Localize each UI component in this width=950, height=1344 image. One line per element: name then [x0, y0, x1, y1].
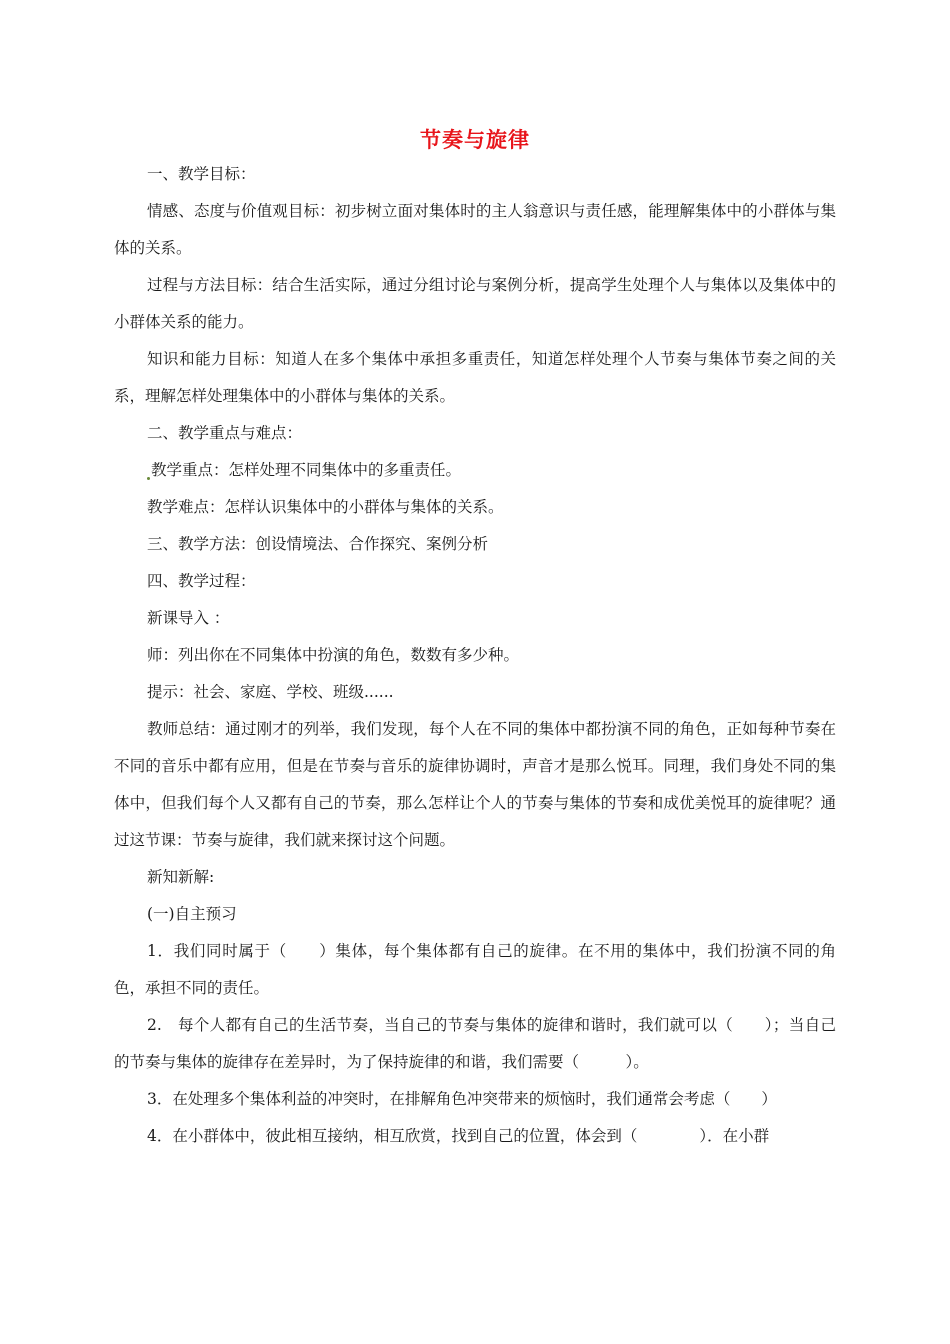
document-body: [114, 156, 836, 1155]
section-heading-methods: 三、教学方法：创设情境法、合作探究、案例分析: [147, 535, 489, 553]
bullet-dot-icon: [147, 477, 150, 480]
question-3: 3．在处理多个集体利益的冲突时，在排解角色冲突带来的烦恼时，我们通常会考虑（ ）: [147, 1090, 777, 1108]
question-2: 2. 每个人都有自己的生活节奏，当自己的节奏与集体的旋律和谐时，我们就可以（ ）；当自己的节奏与集体的旋律存在差异时，为了保持旋律的和谐，我们需要（ ）。: [114, 1016, 836, 1071]
paragraph-lesson-intro: 新课导入 ：: [147, 609, 230, 627]
paragraph-teacher-prompt: 师：列出你在不同集体中扮演的角色，数数有多少种。: [147, 646, 520, 664]
document-title: 节奏与旋律: [420, 128, 530, 152]
paragraph-key-point: [114, 452, 836, 489]
section-heading-new-knowledge: 新知新解:: [147, 868, 215, 886]
section-heading-process: 四、教学过程：: [147, 572, 256, 590]
section-heading-key-points: 二、教学重点与难点：: [147, 424, 303, 442]
key-point-text: 教学重点：怎样处理不同集体中的多重责任。: [151, 461, 462, 479]
question-1: 1．我们同时属于（ ）集体，每个集体都有自己的旋律。在不用的集体中，我们扮演不同的角色，承担不同的责任。: [114, 942, 836, 997]
paragraph-knowledge-objective: 知识和能力目标：知道人在多个集体中承担多重责任，知道怎样处理个人节奏与集体节奏之间的关系，理解怎样处理集体中的小群体与集体的关系。: [114, 350, 836, 405]
paragraph-hint: 提示：社会、家庭、学校、班级......: [147, 683, 394, 701]
section-heading-objectives: 一、教学目标：: [147, 165, 256, 183]
question-4: 4．在小群体中，彼此相互接纳，相互欣赏，找到自己的位置，体会到（ ）．在小群: [147, 1127, 770, 1145]
paragraph-difficulty: 教学难点：怎样认识集体中的小群体与集体的关系。: [147, 498, 504, 516]
section-heading-self-study: (一)自主预习: [147, 905, 237, 923]
paragraph-process-objective: 过程与方法目标：结合生活实际，通过分组讨论与案例分析，提高学生处理个人与集体以及集体中的小群体关系的能力。: [114, 276, 836, 331]
paragraph-emotion-objective: 情感、态度与价值观目标：初步树立面对集体时的主人翁意识与责任感，能理解集体中的小群体与集体的关系。: [114, 202, 836, 257]
paragraph-teacher-summary: 教师总结：通过刚才的列举，我们发现，每个人在不同的集体中都扮演不同的角色，正如每种节奏在不同的音乐中都有应用，但是在节奏与音乐的旋律协调时，声音才是那么悦耳。同理，我们身处不同的集体中，但我们每个人又都有自己的节奏，那么怎样让个人的节奏与集体的节奏和成优美悦耳的旋律呢？通过这节课：节奏与旋律，我们就来探讨这个问题。: [114, 720, 836, 849]
